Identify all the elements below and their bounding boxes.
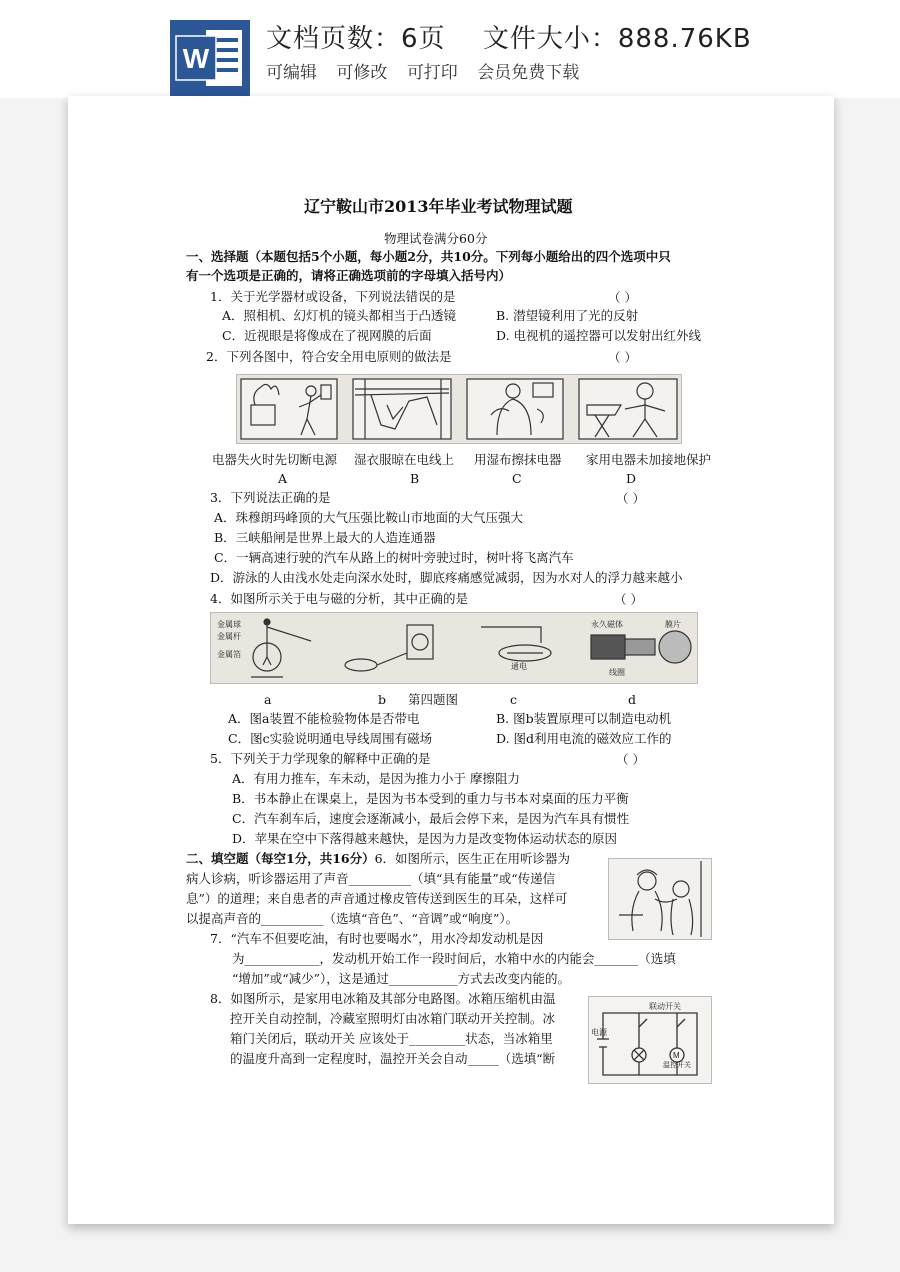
q2-figure-c xyxy=(467,379,563,439)
q5-option-a: A．有用力推车，车未动，是因为推力小于 摩擦阻力 xyxy=(232,771,521,786)
q4-figure-caption: 第四题图 xyxy=(408,692,459,707)
q2-caption-b: 湿衣服晾在电线上 xyxy=(354,452,455,467)
svg-text:线圈: 线圈 xyxy=(609,668,625,677)
word-document-icon xyxy=(170,20,250,96)
feature-editable: 可编辑 xyxy=(266,63,317,83)
q5-option-b: B．书本静止在课桌上，是因为书本受到的重力与书本对桌面的压力平衡 xyxy=(232,791,629,806)
q4-letter-a: a xyxy=(264,692,272,707)
q3-option-c: C．一辆高速行驶的汽车从路上的树叶旁驶过时，树叶将飞离汽车 xyxy=(214,550,574,565)
q4-figure-b xyxy=(345,625,433,671)
svg-text:金属箔: 金属箔 xyxy=(217,650,241,659)
document-page xyxy=(68,96,834,1224)
q4-figure-a xyxy=(251,619,311,677)
q2-letter-a: A xyxy=(278,471,288,486)
feature-member-download[interactable]: 会员免费下载 xyxy=(477,63,580,83)
q3-answer-paren: （ ） xyxy=(616,491,645,506)
q4-option-b: B. 图b装置原理可以制造电动机 xyxy=(496,711,672,726)
section2-header: 二、填空题（每空1分，共16分） xyxy=(186,851,375,866)
page-title: 辽宁鞍山市2013年毕业考试物理试题 xyxy=(304,197,573,216)
q3-option-a: A．珠穆朗玛峰顶的大气压强比鞍山市地面的大气压强大 xyxy=(214,510,524,525)
q1-stem: 1．关于光学器材或设备，下列说法错误的是 xyxy=(210,289,456,304)
q1-option-c: C．近视眼是将像成在了视网膜的后面 xyxy=(222,328,432,343)
q2-caption-c: 用湿布擦抹电器 xyxy=(474,452,562,467)
q2-figure-a xyxy=(241,379,337,439)
q5-option-d: D．苹果在空中下落得越来越快，是因为力是改变物体运动状态的原因 xyxy=(232,831,618,846)
q4-letter-b: b xyxy=(378,692,387,707)
q3-option-b: B．三峡船闸是世界上最大的人造连通器 xyxy=(214,530,436,545)
q1-option-a: A．照相机、幻灯机的镜头都相当于凸透镜 xyxy=(222,308,457,323)
q7-line1: 7．“汽车不但要吃油，有时也要喝水”，用水冷却发动机是因 xyxy=(210,931,544,946)
q4-answer-paren: （ ） xyxy=(614,592,643,607)
svg-text:金属球: 金属球 xyxy=(217,620,241,629)
q2-letter-d: D xyxy=(626,471,637,486)
banner-features xyxy=(266,58,593,83)
q5-option-c: C．汽车刹车后，速度会逐渐减小，最后会停下来，是因为汽车具有惯性 xyxy=(232,811,630,826)
q2-caption-a: 电器失火时先切断电源 xyxy=(212,452,338,467)
q2-safety-figures xyxy=(236,374,682,444)
q1-answer-paren: （ ） xyxy=(608,290,637,305)
q7-line2: 为____________，发动机开始工作一段时间后，水箱中水的内能会_______（选填 xyxy=(232,951,676,966)
q3-option-d: D．游泳的人由浅水处走向深水处时，脚底疼痛感觉减弱，因为水对人的浮力越来越小 xyxy=(210,570,683,585)
q7-line3: “增加”或“减少”），这是通过___________方式去改变内能的。 xyxy=(232,971,571,986)
section1-header-line2: 有一个选项是正确的，请将正确选项前的字母填入括号内） xyxy=(186,268,512,283)
q2-figure-d xyxy=(579,379,677,439)
q2-stem: 2．下列各图中，符合安全用电原则的做法是 xyxy=(206,349,452,364)
q4-option-a: A．图a装置不能检验物体是否带电 xyxy=(228,711,420,726)
q8-line3: 箱门关闭后，联动开关 应该处于_________状态，当冰箱里 xyxy=(230,1031,553,1046)
q1-option-d: D. 电视机的遥控器可以发射出红外线 xyxy=(496,328,702,343)
q6-line2: 病人诊病，听诊器运用了声音__________（填“具有能量”或“传递信 xyxy=(186,871,556,886)
q2-figure-b xyxy=(353,379,451,439)
q2-letter-b: B xyxy=(410,471,420,486)
file-size: 文件大小：888.76KB xyxy=(482,24,752,54)
svg-text:温控开关: 温控开关 xyxy=(663,1062,691,1069)
q8-fridge-circuit-figure xyxy=(588,996,712,1084)
q4-letter-d: d xyxy=(628,692,637,707)
q4-letter-c: c xyxy=(510,692,518,707)
svg-text:W: W xyxy=(182,43,210,74)
q1-option-b: B. 潜望镜利用了光的反射 xyxy=(496,308,639,323)
q8-line2: 控开关自动控制，冷藏室照明灯由冰箱门联动开关控制。冰 xyxy=(230,1011,556,1026)
page-count: 文档页数：6页 xyxy=(266,24,446,54)
svg-text:通电: 通电 xyxy=(511,662,527,671)
svg-text:M: M xyxy=(673,1051,680,1060)
svg-text:永久磁体: 永久磁体 xyxy=(591,620,623,629)
q5-stem: 5．下列关于力学现象的解释中正确的是 xyxy=(210,751,431,766)
q4-option-d: D. 图d利用电流的磁效应工作的 xyxy=(496,731,672,746)
q6-line4: 以提高声音的__________（选填“音色”、“音调”或“响度”）。 xyxy=(186,911,519,926)
q8-line1: 8．如图所示，是家用电冰箱及其部分电路图。冰箱压缩机由温 xyxy=(210,991,556,1006)
banner-stats xyxy=(266,18,780,55)
svg-text:电源: 电源 xyxy=(591,1028,607,1037)
q4-electromagnetism-figures xyxy=(210,612,698,684)
q2-answer-paren: （ ） xyxy=(608,350,637,365)
q4-figure-c xyxy=(481,627,551,661)
svg-text:金属杆: 金属杆 xyxy=(217,632,241,641)
q5-answer-paren: （ ） xyxy=(616,752,645,767)
svg-text:膜片: 膜片 xyxy=(665,620,681,629)
section1-header-line1: 一、选择题（本题包括5个小题，每小题2分，共10分。下列每小题给出的四个选项中只 xyxy=(186,249,671,264)
q6-stethoscope-figure xyxy=(608,858,712,940)
q2-letter-c: C xyxy=(512,471,522,486)
svg-text:联动开关: 联动开关 xyxy=(649,1002,681,1011)
q3-stem: 3．下列说法正确的是 xyxy=(210,490,331,505)
download-banner xyxy=(0,0,900,98)
q4-option-c: C．图c实验说明通电导线周围有磁场 xyxy=(228,731,433,746)
q6-line1: 6．如图所示，医生正在用听诊器为 xyxy=(374,851,571,866)
feature-modifiable: 可修改 xyxy=(336,63,388,83)
q4-stem: 4．如图所示关于电与磁的分析，其中正确的是 xyxy=(210,591,468,606)
q2-caption-d: 家用电器未加接地保护 xyxy=(586,452,712,467)
q8-line4: 的温度升高到一定程度时，温控开关会自动_____（选填“断 xyxy=(230,1051,556,1066)
q4-figure-d xyxy=(591,631,691,663)
q6-line3: 息”）的道理；来自患者的声音通过橡皮管传送到医生的耳朵，这样可 xyxy=(186,891,568,906)
feature-printable: 可打印 xyxy=(406,63,458,83)
page-subtitle: 物理试卷满分60分 xyxy=(384,231,488,246)
